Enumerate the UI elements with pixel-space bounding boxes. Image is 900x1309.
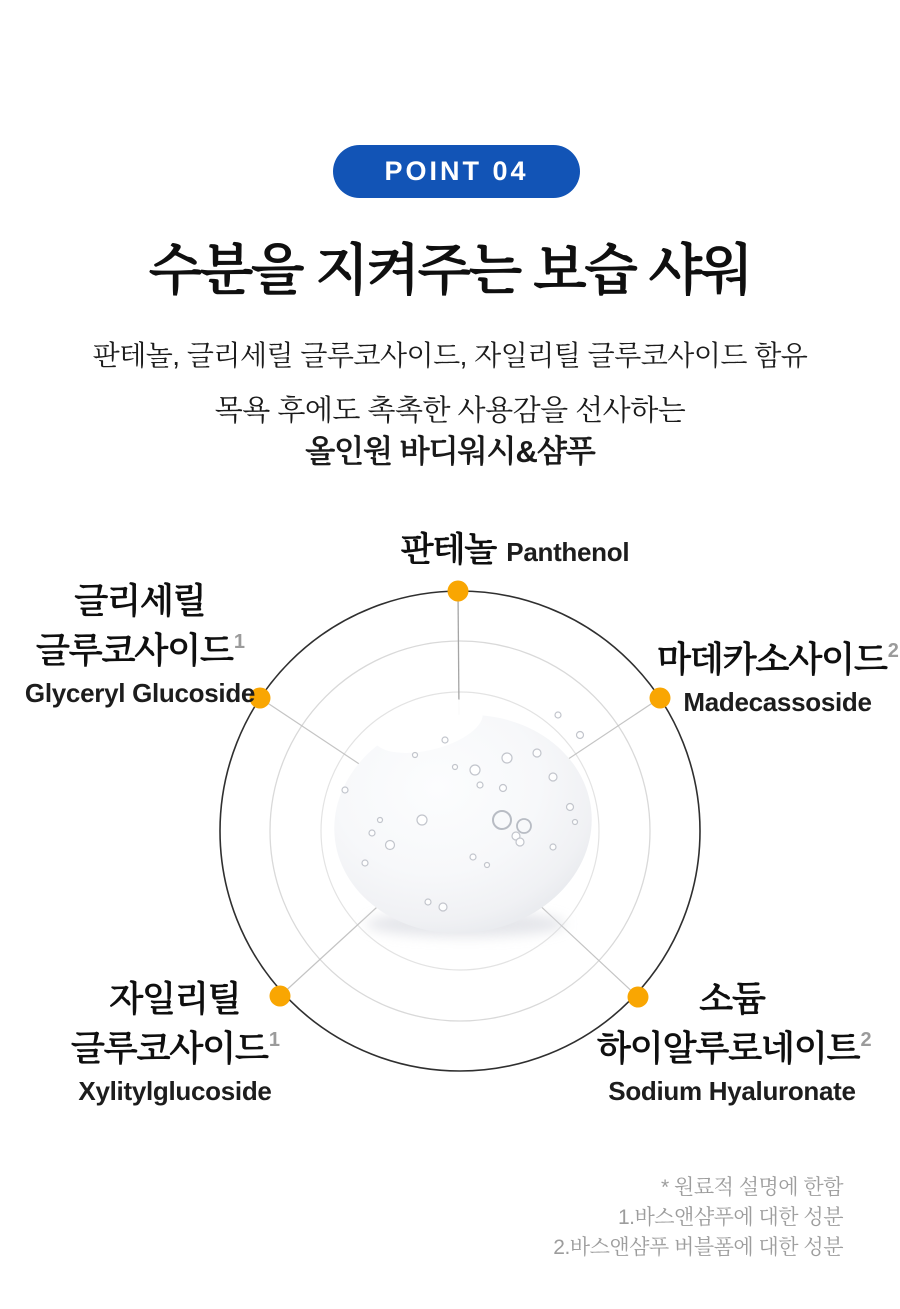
ingredient-kr-name: 글루코사이드$^1$ — [71, 1029, 279, 1069]
ingredient-kr-name: 판테놀 — [400, 531, 497, 569]
ingredient-en-name: Panthenol — [506, 537, 630, 567]
description-block — [0, 391, 900, 473]
ingredient-en-name: Xylitylglucoside — [78, 1075, 272, 1106]
footnote-line: * 원료적 설명에 한함 — [661, 1176, 843, 1199]
ingredient-label-madecassoside — [650, 632, 900, 718]
ingredient-kr-name: 글루코사이드$^1$ — [36, 631, 244, 671]
footnote-line: 2.바스앤샴푸 버블폼에 대한 성분 — [553, 1236, 843, 1259]
ingredient-en-name: Glyceryl Glucoside — [24, 677, 256, 708]
ingredient-en-name: Madecassoside — [683, 686, 872, 717]
gel-drop-image — [322, 689, 605, 948]
ingredient-kr-name: 하이알루로네이트$^2$ — [597, 1029, 871, 1069]
ingredient-kr-name: 소듐 — [699, 980, 765, 1019]
ingredient-label-sodium-hyaluronate — [597, 979, 871, 1107]
footnote-ref: 1 — [233, 631, 244, 653]
description-line1: 목욕 후에도 촉촉한 사용감을 선사하는 — [214, 395, 686, 427]
ingredient-kr-name: 글리세릴 — [74, 582, 206, 621]
footnotes — [553, 1173, 843, 1263]
ingredient-label-panthenol — [350, 529, 680, 571]
ingredient-label-glyceryl-glucoside — [5, 581, 275, 709]
ingredient-kr-name: 자일리틸 — [109, 980, 241, 1019]
footnote-line: 1.바스앤샴푸에 대한 성분 — [617, 1206, 843, 1229]
ingredients-subheading: 판테놀, 글리세릴 글루코사이드, 자일리틸 글루코사이드 함유 — [92, 340, 808, 371]
section-heading: 수분을 지켜주는 보습 샤워 — [148, 239, 752, 301]
dot-top — [448, 581, 469, 602]
ingredient-en-name: Sodium Hyaluronate — [608, 1075, 856, 1106]
point-badge: POINT 04 — [333, 145, 580, 198]
description-line2: 올인원 바디워시&샴푸 — [305, 434, 595, 469]
footnote-ref: 2 — [860, 1029, 871, 1051]
footnote-ref: 2 — [887, 640, 898, 662]
footnote-ref: 1 — [268, 1029, 279, 1051]
ingredient-kr-name: 마데카소사이드$^2$ — [657, 640, 898, 680]
ingredient-label-xylitylglucoside — [40, 979, 310, 1107]
